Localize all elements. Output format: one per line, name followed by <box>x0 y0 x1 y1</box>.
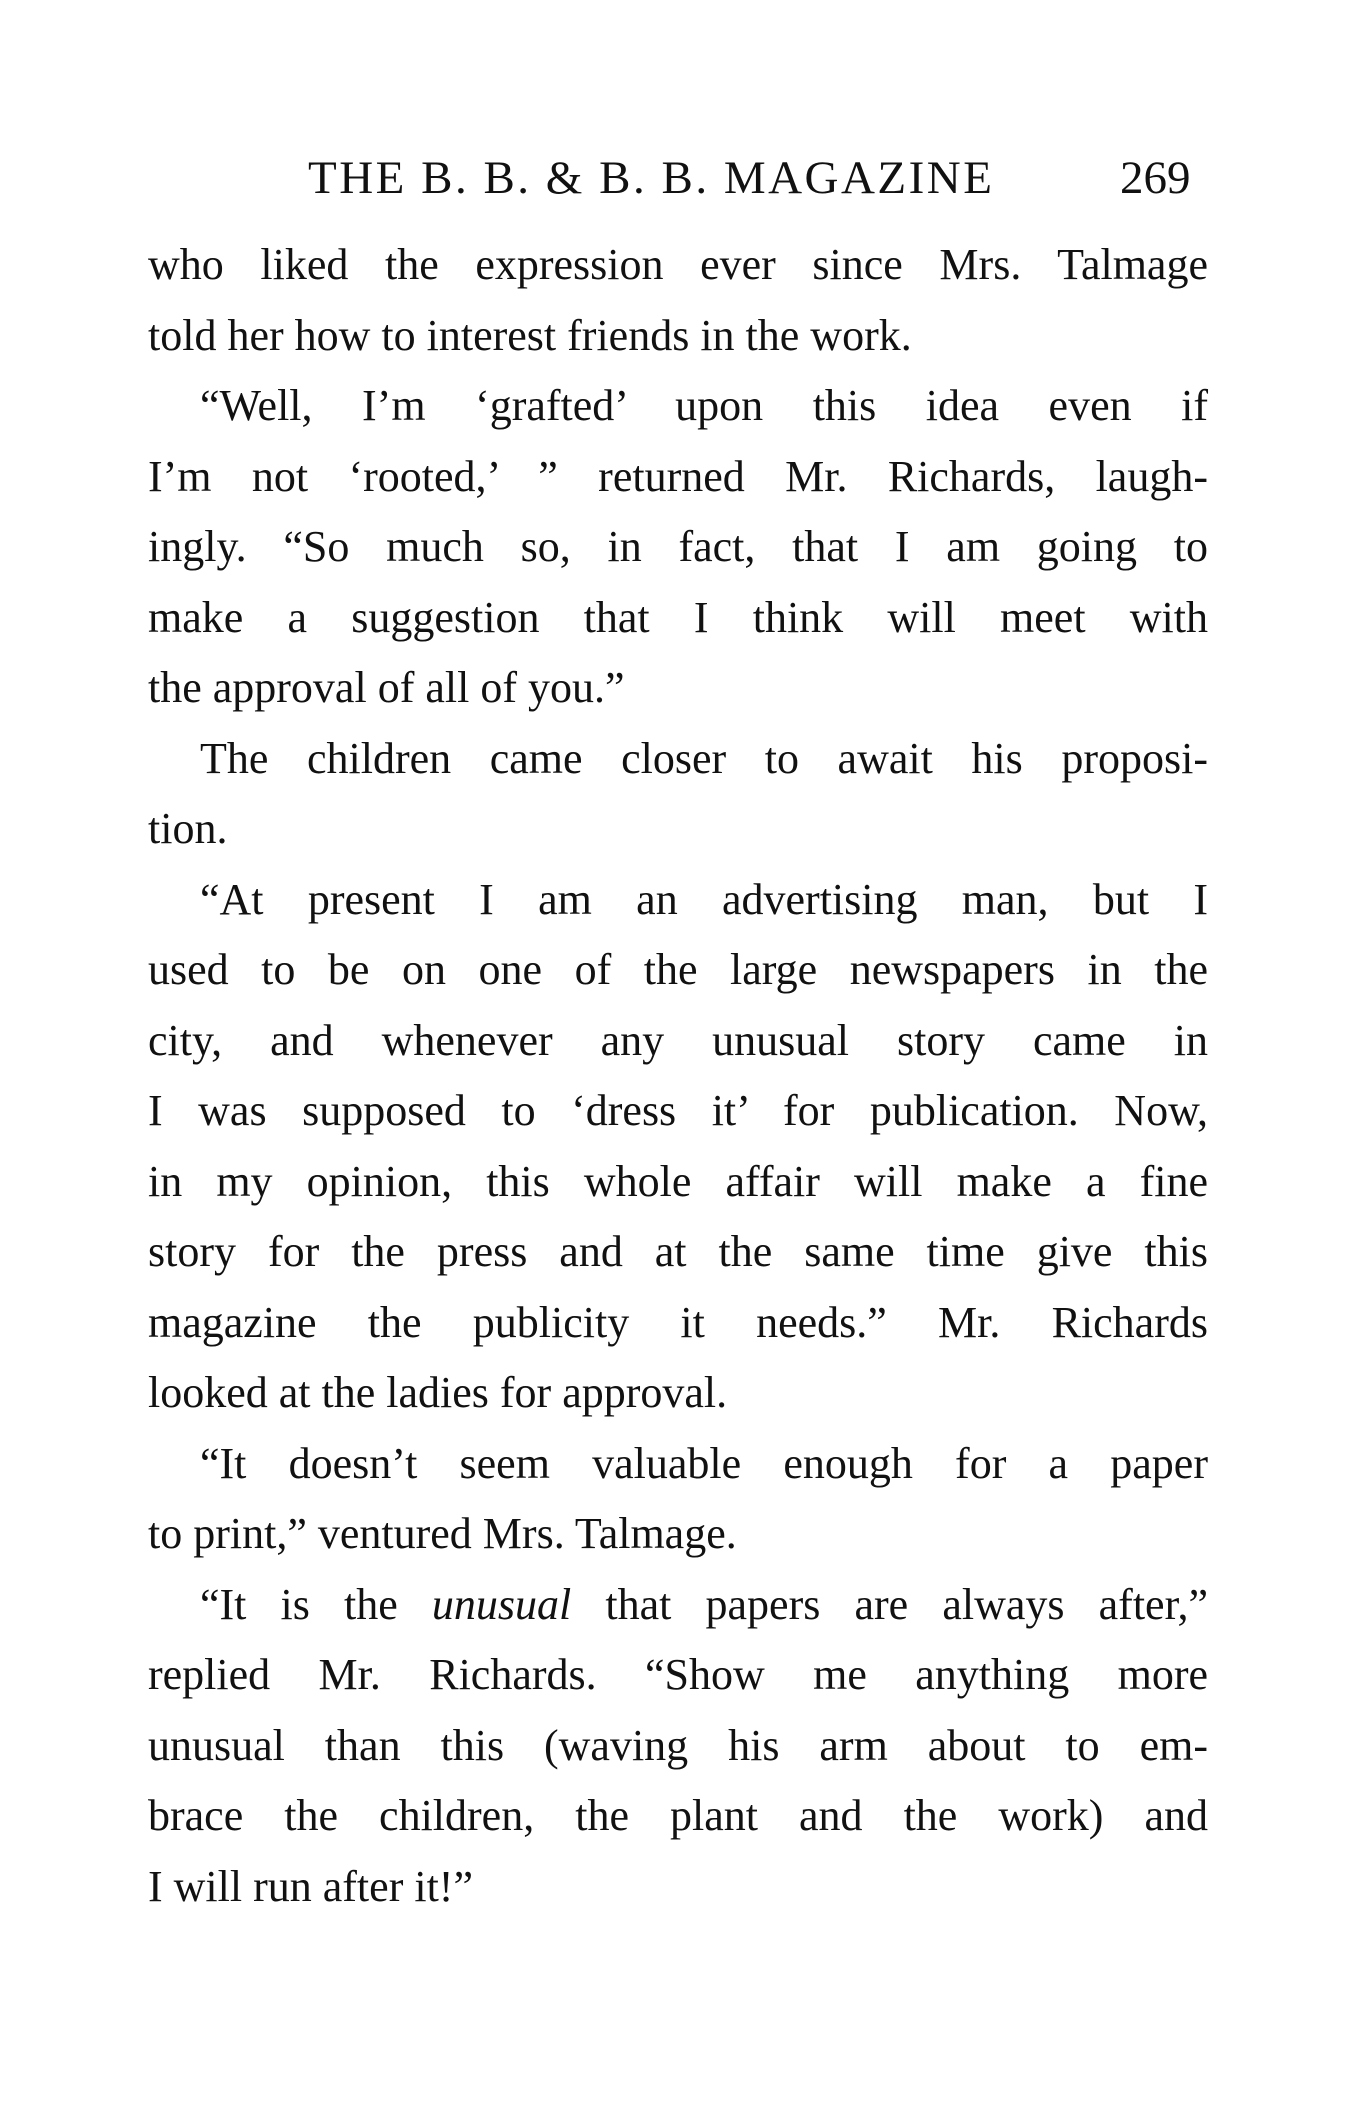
text-line: I was supposed to ‘dress it’ for publication. Now, <box>148 1086 1208 1135</box>
text-line: to print,” ventured Mrs. Talmage. <box>148 1509 737 1558</box>
text-line: ingly. “So much so, in fact, that I am going to <box>148 522 1208 571</box>
text-line: in my opinion, this whole affair will make a fine <box>148 1156 1208 1206</box>
text-line: looked at the ladies for approval. <box>148 1368 728 1417</box>
page-number: 269 <box>1120 152 1191 204</box>
text-line: the approval of all of you.” <box>148 663 625 712</box>
italic-word: unusual <box>431 1579 572 1629</box>
text-line: The children came closer to await his proposi- <box>200 733 1208 783</box>
text-line: make a suggestion that I think will meet with <box>148 592 1208 642</box>
text-line: brace the children, the plant and the work) and <box>148 1791 1208 1840</box>
text-span: that papers are always after,” <box>571 1579 1208 1629</box>
text-line: “Well, I’m ‘grafted’ upon this idea even if <box>200 381 1208 430</box>
text-span: “It is the <box>200 1579 432 1629</box>
running-head-title: THE B. B. & B. B. MAGAZINE <box>308 152 995 204</box>
text-line: story for the press and at the same time give this <box>148 1227 1208 1276</box>
text-line: told her how to interest friends in the work. <box>148 310 912 360</box>
text-line: city, and whenever any unusual story came in <box>148 1015 1208 1065</box>
text-line: I’m not ‘rooted,’ ” returned Mr. Richards, laugh- <box>148 451 1208 501</box>
text-line: unusual than this (waving his arm about to em- <box>148 1720 1208 1770</box>
text-line: “It doesn’t seem valuable enough for a paper <box>200 1438 1208 1488</box>
text-line: used to be on one of the large newspapers in the <box>148 945 1208 994</box>
text-line: replied Mr. Richards. “Show me anything more <box>148 1650 1208 1699</box>
text-line: tion. <box>148 804 228 853</box>
text-line <box>148 1570 1208 1641</box>
text-line: I will run after it!” <box>148 1861 473 1911</box>
text-line: magazine the publicity it needs.” Mr. Richards <box>148 1297 1208 1347</box>
text-line: “At present I am an advertising man, but I <box>200 874 1208 924</box>
body-text <box>148 230 1208 1922</box>
text-line: who liked the expression ever since Mrs. Talmage <box>148 240 1208 289</box>
